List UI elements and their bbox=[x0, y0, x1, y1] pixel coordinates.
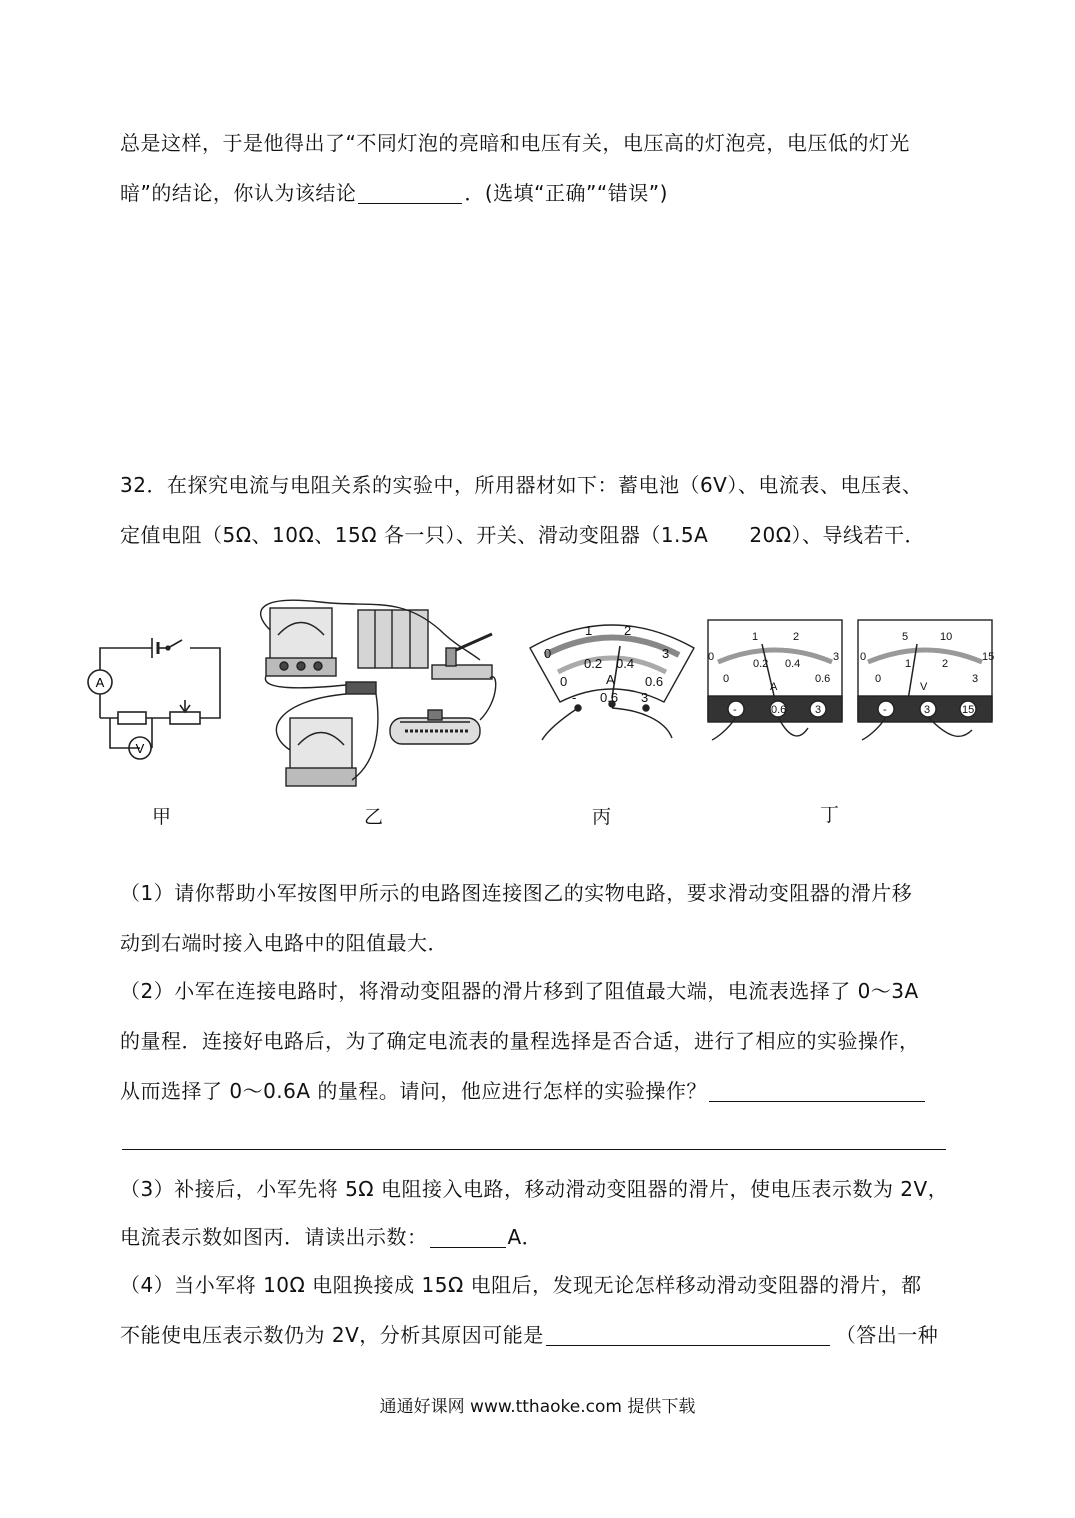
svg-text:0: 0 bbox=[723, 673, 730, 685]
scale-label: 0.6 bbox=[645, 674, 664, 689]
page-footer: 通通好课网 www.tthaoke.com 提供下载 bbox=[379, 1397, 696, 1417]
scale-label: 2 bbox=[624, 623, 632, 638]
scale-label: 3 bbox=[662, 646, 670, 661]
caption-yi: 乙 bbox=[364, 806, 384, 828]
circuit-diagram-jia bbox=[88, 638, 220, 759]
svg-text:0.6: 0.6 bbox=[771, 704, 787, 716]
answer-blank[interactable] bbox=[358, 181, 462, 204]
unit-label: A bbox=[606, 672, 615, 687]
paragraph-line bbox=[120, 178, 960, 208]
svg-text:2: 2 bbox=[942, 658, 949, 670]
scale-label: 1 bbox=[585, 623, 593, 638]
text-segment: 不能使电压表示数仍为 2V，分析其原因可能是 bbox=[120, 1323, 544, 1347]
text-segment: （答出一种 bbox=[835, 1323, 939, 1347]
sub-question-2-line1: （2）小军在连接电路时，将滑动变阻器的滑片移到了阻值最大端，电流表选择了 0～3A bbox=[120, 979, 919, 1003]
sub-question-2-line2: 的量程．连接好电路后，为了确定电流表的量程选择是否合适，进行了相应的实验操作， bbox=[120, 1029, 920, 1053]
caption-ding: 丁 bbox=[820, 804, 840, 826]
scale-label: 0 bbox=[544, 646, 552, 661]
question-32-line2: 定值电阻（5Ω、10Ω、15Ω 各一只）、开关、滑动变阻器（1.5A 20Ω）、导线若干． bbox=[120, 523, 926, 547]
svg-text:A: A bbox=[770, 681, 778, 693]
caption-jia: 甲 bbox=[152, 806, 172, 828]
sub-question-3-line1: （3）补接后，小军先将 5Ω 电阻接入电路，移动滑动变阻器的滑片，使电压表示数为 2V， bbox=[120, 1177, 949, 1201]
answer-blank[interactable] bbox=[122, 1127, 946, 1150]
answer-blank[interactable] bbox=[709, 1079, 925, 1102]
answer-blank[interactable] bbox=[430, 1225, 506, 1248]
svg-text:1: 1 bbox=[752, 631, 759, 643]
caption-bing: 丙 bbox=[592, 806, 612, 828]
text-segment: 暗”的结论，你认为该结论 bbox=[120, 181, 357, 205]
svg-text:3: 3 bbox=[815, 704, 822, 716]
terminal-label: - bbox=[572, 690, 577, 705]
answer-line[interactable] bbox=[120, 1124, 960, 1154]
svg-text:0.2: 0.2 bbox=[753, 658, 769, 670]
voltmeter-symbol: V bbox=[135, 741, 145, 756]
answer-blank[interactable] bbox=[546, 1323, 830, 1346]
sub-question-1-line2: 动到右端时接入电路中的阻值最大． bbox=[120, 931, 448, 955]
sub-question-4-line2 bbox=[120, 1320, 960, 1350]
svg-text:V: V bbox=[920, 681, 928, 693]
svg-text:5: 5 bbox=[902, 631, 909, 643]
svg-text:0: 0 bbox=[875, 673, 882, 685]
svg-text:2: 2 bbox=[793, 631, 800, 643]
svg-text:3: 3 bbox=[833, 651, 840, 663]
figure-row bbox=[0, 590, 1075, 800]
text-segment: A． bbox=[507, 1225, 543, 1249]
svg-text:0: 0 bbox=[860, 651, 867, 663]
sub-question-2-line3 bbox=[120, 1076, 960, 1106]
apparatus-yi bbox=[261, 600, 496, 786]
paragraph-line: 总是这样，于是他得出了“不同灯泡的亮暗和电压有关，电压高的灯泡亮，电压低的灯光 bbox=[120, 131, 910, 155]
question-32-line1: 32．在探究电流与电阻关系的实验中，所用器材如下：蓄电池（6V）、电流表、电压表、 bbox=[120, 473, 923, 497]
scale-label: 0.4 bbox=[616, 656, 635, 671]
svg-text:0.6: 0.6 bbox=[815, 673, 831, 685]
svg-text:10: 10 bbox=[940, 631, 953, 643]
terminal-label: 0.6 bbox=[600, 690, 619, 705]
svg-text:3: 3 bbox=[924, 704, 931, 716]
scale-label: 0.2 bbox=[584, 656, 603, 671]
text-segment: ．(选填“正确”“错误”) bbox=[464, 181, 668, 205]
scale-label: 0 bbox=[560, 674, 568, 689]
svg-text:15: 15 bbox=[982, 651, 995, 663]
svg-text:3: 3 bbox=[972, 673, 979, 685]
text-segment: 从而选择了 0～0.6A 的量程。请问，他应进行怎样的实验操作？ bbox=[120, 1079, 707, 1103]
ammeter-symbol: A bbox=[95, 675, 105, 690]
text-segment: 电流表示数如图丙．请读出示数： bbox=[120, 1225, 428, 1249]
svg-text:-: - bbox=[883, 704, 887, 716]
svg-text:1: 1 bbox=[905, 658, 912, 670]
svg-text:15: 15 bbox=[962, 704, 975, 716]
svg-text:0.4: 0.4 bbox=[785, 658, 801, 670]
svg-text:-: - bbox=[733, 704, 737, 716]
sub-question-4-line1: （4）当小军将 10Ω 电阻换接成 15Ω 电阻后，发现无论怎样移动滑动变阻器的滑片，都 bbox=[120, 1273, 922, 1297]
terminal-label: 3 bbox=[641, 690, 649, 705]
sub-question-3-line2 bbox=[120, 1222, 960, 1252]
sub-question-1-line1: （1）请你帮助小军按图甲所示的电路图连接图乙的实物电路，要求滑动变阻器的滑片移 bbox=[120, 881, 913, 905]
svg-text:0: 0 bbox=[708, 651, 715, 663]
